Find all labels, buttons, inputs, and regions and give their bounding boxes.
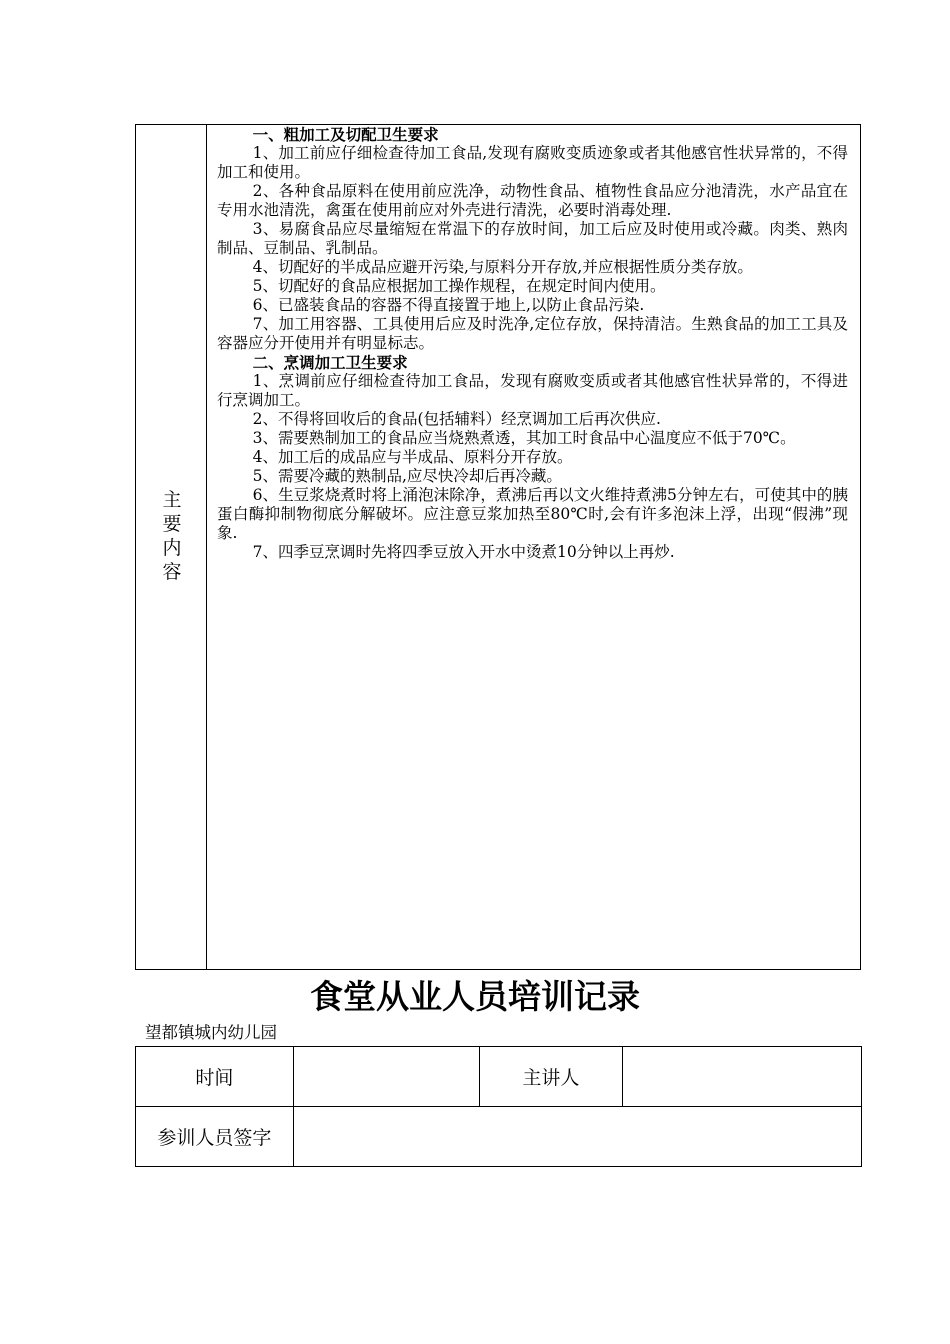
content-table bbox=[135, 124, 861, 970]
training-record-table bbox=[135, 1046, 862, 1167]
rule-item: 7、四季豆烹调时先将四季豆放入开水中烫煮10分钟以上再炒. bbox=[252, 543, 675, 561]
rule-item: 1、加工前应仔细检查待加工食品,发现有腐败变质迹象或者其他感官性状异常的，不得加工和使用。 bbox=[217, 144, 848, 181]
rule-item: 4、加工后的成品应与半成品、原料分开存放。 bbox=[252, 448, 573, 466]
rule-item: 7、加工用容器、工具使用后应及时洗净,定位存放，保持清洁。生熟食品的加工工具及容器应分开使用并有明显标志。 bbox=[217, 315, 848, 352]
attendees-signature-cell[interactable] bbox=[293, 1107, 861, 1167]
time-value-cell[interactable] bbox=[293, 1047, 479, 1107]
attendees-signature-label: 参训人员签字 bbox=[136, 1107, 294, 1167]
rule-item: 4、切配好的半成品应避开污染,与原料分开存放,并应根据性质分类存放。 bbox=[252, 258, 753, 276]
organization-name: 望都镇城内幼儿园 bbox=[145, 1023, 277, 1042]
table-row bbox=[136, 1107, 862, 1167]
content-body bbox=[217, 125, 848, 562]
rule-item: 6、已盛装食品的容器不得直接置于地上,以防止食品污染. bbox=[252, 296, 645, 314]
rule-item: 5、需要冷藏的熟制品,应尽快冷却后再冷藏。 bbox=[252, 467, 562, 485]
rule-item: 1、烹调前应仔细检查待加工食品，发现有腐败变质或者其他感官性状异常的，不得进行烹调加工。 bbox=[217, 372, 848, 409]
section-heading: 二、烹调加工卫生要求 bbox=[252, 353, 408, 372]
rule-item: 6、生豆浆烧煮时将上涌泡沫除净，煮沸后再以文火维持煮沸5分钟左右，可使其中的胰蛋白酶抑制物彻底分解破坏。应注意豆浆加热至80℃时,会有许多泡沫上浮，出现“假沸”现象. bbox=[217, 486, 848, 542]
section-heading: 一、粗加工及切配卫生要求 bbox=[252, 125, 439, 144]
form-title: 食堂从业人员培训记录 bbox=[310, 977, 640, 1016]
rule-item: 2、不得将回收后的食品(包括辅料）经烹调加工后再次供应. bbox=[252, 410, 661, 428]
row-label: 主要内容 bbox=[162, 489, 182, 583]
rule-item: 3、需要熟制加工的食品应当烧熟煮透，其加工时食品中心温度应不低于70℃。 bbox=[252, 429, 796, 447]
time-label: 时间 bbox=[136, 1047, 294, 1107]
lecturer-value-cell[interactable] bbox=[623, 1047, 862, 1107]
table-row bbox=[136, 1047, 862, 1107]
rule-item: 3、易腐食品应尽量缩短在常温下的存放时间，加工后应及时使用或冷藏。肉类、熟肉制品、豆制品、乳制品。 bbox=[217, 220, 848, 257]
row-label-cell bbox=[136, 125, 207, 969]
rule-item: 2、各种食品原料在使用前应洗净，动物性食品、植物性食品应分池清洗，水产品宜在专用水池清洗，禽蛋在使用前应对外壳进行清洗，必要时消毒处理. bbox=[217, 182, 848, 219]
rule-item: 5、切配好的食品应根据加工操作规程，在规定时间内使用。 bbox=[252, 277, 666, 295]
lecturer-label: 主讲人 bbox=[479, 1047, 623, 1107]
